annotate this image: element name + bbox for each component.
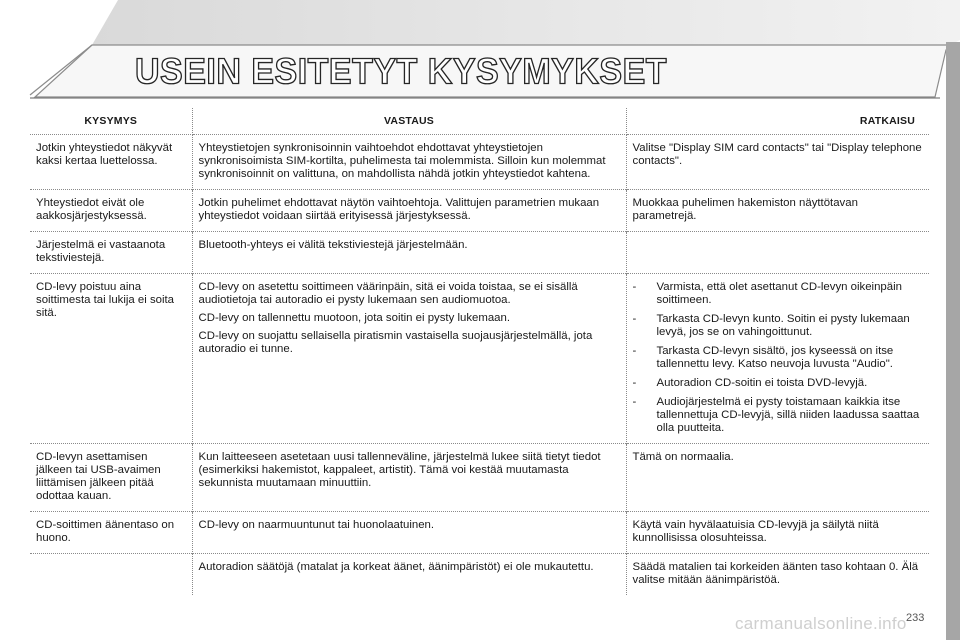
question-cell: Järjestelmä ei vastaanota tekstiviestejä.	[30, 232, 192, 274]
dash-bullet: -	[632, 281, 637, 293]
list-item-text: Varmista, että olet asettanut CD-levyn oikeinpäin soittimeen.	[656, 281, 902, 306]
dash-bullet: -	[632, 377, 637, 389]
list-item-text: Tarkasta CD-levyn kunto. Soitin ei pysty lukemaan levyä, jos se on vahingoittunut.	[656, 313, 910, 338]
table-row	[30, 135, 929, 190]
list-item	[633, 281, 924, 307]
list-item	[633, 345, 924, 371]
header-answer: VASTAUS	[192, 108, 626, 135]
dash-bullet: -	[632, 313, 637, 325]
question-cell: CD-soittimen äänentaso on huono.	[30, 512, 192, 554]
question-cell: CD-levy poistuu aina soittimesta tai lukija ei soita sitä.	[30, 274, 192, 444]
answer-text: CD-levy on asetettu soittimeen väärinpäin, sitä ei voida toistaa, se ei sisällä audiotietoja tai autoradio ei pysty lukemaan sen audiomuotoa.	[198, 281, 578, 306]
dash-bullet: -	[632, 345, 637, 357]
table-row	[30, 232, 929, 274]
watermark: carmanualsonline.info	[735, 614, 907, 633]
table-row	[30, 190, 929, 232]
list-item	[633, 377, 924, 390]
solution-cell	[626, 135, 929, 190]
answer-cell	[192, 554, 626, 596]
answer-text: Yhteystietojen synkronisoinnin vaihtoehdot ehdottavat yhteystietojen synkronisoimista SIM-kortilta, puhelimesta tai molemmista. Silloin kun molemmat synkronisoinnit on valittuna, on mahdollista nähdä jotkin yhteystiedot kahtena.	[198, 142, 606, 180]
list-item-text: Tarkasta CD-levyn sisältö, jos kyseessä on itse tallennettu levy. Katso neuvoja luvusta "Audio".	[656, 345, 894, 370]
solution-cell	[626, 512, 929, 554]
answer-cell	[192, 512, 626, 554]
list-item	[633, 396, 924, 435]
table-row	[30, 274, 929, 444]
solution-text: Tämä on normaalia.	[632, 451, 734, 463]
list-item-text: Audiojärjestelmä ei pysty toistamaan kaikkia itse tallennettuja CD-levyjä, sillä niiden laadussa saattaa olla puutteita.	[656, 396, 920, 434]
answer-cell	[192, 190, 626, 232]
header-question: KYSYMYS	[30, 108, 192, 135]
answer-text: CD-levy on tallennettu muotoon, jota soitin ei pysty lukemaan.	[198, 312, 511, 324]
table-header-row	[30, 108, 929, 135]
answer-text: Autoradion säätöjä (matalat ja korkeat äänet, äänimpäristöt) ei ole mukautettu.	[198, 561, 594, 573]
solution-cell	[626, 444, 929, 512]
page-edge-bar	[946, 42, 960, 640]
answer-text: CD-levy on naarmuuntunut tai huonolaatuinen.	[198, 519, 435, 531]
question-cell: Jotkin yhteystiedot näkyvät kaksi kertaa luettelossa.	[30, 135, 192, 190]
page-number: 233	[906, 612, 925, 624]
solution-cell	[626, 274, 929, 444]
solution-cell	[626, 232, 929, 274]
solution-list	[633, 281, 924, 435]
solution-text: Muokkaa puhelimen hakemiston näyttötavan parametrejä.	[632, 197, 858, 222]
question-cell: Yhteystiedot eivät ole aakkosjärjestyksessä.	[30, 190, 192, 232]
solution-text: Säädä matalien tai korkeiden äänten taso kohtaan 0. Älä valitse mitään äänimpäristöä.	[632, 561, 919, 586]
solution-cell	[626, 190, 929, 232]
answer-text: Bluetooth-yhteys ei välitä tekstiviestejä järjestelmään.	[198, 239, 468, 251]
table-row	[30, 512, 929, 554]
list-item	[633, 313, 924, 339]
question-cell	[30, 554, 192, 596]
answer-cell	[192, 274, 626, 444]
solution-text: Valitse "Display SIM card contacts" tai "Display telephone contacts".	[632, 142, 922, 167]
table-row	[30, 444, 929, 512]
solution-text: Käytä vain hyvälaatuisia CD-levyjä ja säilytä niitä kunnollisissa olosuhteissa.	[632, 519, 879, 544]
answer-text: Jotkin puhelimet ehdottavat näytön vaihtoehtoja. Valittujen parametrien mukaan yhteystiedot voidaan siirtää erityisessä järjestyksessä.	[198, 197, 600, 222]
answer-text: Kun laitteeseen asetetaan uusi tallenneväline, järjestelmä lukee siitä tietyt tiedot (esimerkiksi hakemistot, kappaleet, artistit). Tämä voi kestää muutamasta sekunnista muutamaan minuuttiin.	[198, 451, 601, 489]
list-item-text: Autoradion CD-soitin ei toista DVD-levyjä.	[656, 377, 868, 389]
solution-cell	[626, 554, 929, 596]
table-row	[30, 554, 929, 596]
answer-cell	[192, 135, 626, 190]
header-solution: RATKAISU	[626, 108, 929, 135]
page-title: USEIN ESITETYT KYSYMYKSET	[135, 52, 668, 92]
question-cell: CD-levyn asettamisen jälkeen tai USB-avaimen liittämisen jälkeen pitää odottaa kauan.	[30, 444, 192, 512]
dash-bullet: -	[632, 396, 637, 408]
answer-cell	[192, 444, 626, 512]
faq-table	[30, 108, 929, 595]
answer-text: CD-levy on suojattu sellaisella piratismin vastaisella suojausjärjestelmällä, jota autoradio ei tunne.	[198, 330, 593, 355]
answer-cell	[192, 232, 626, 274]
